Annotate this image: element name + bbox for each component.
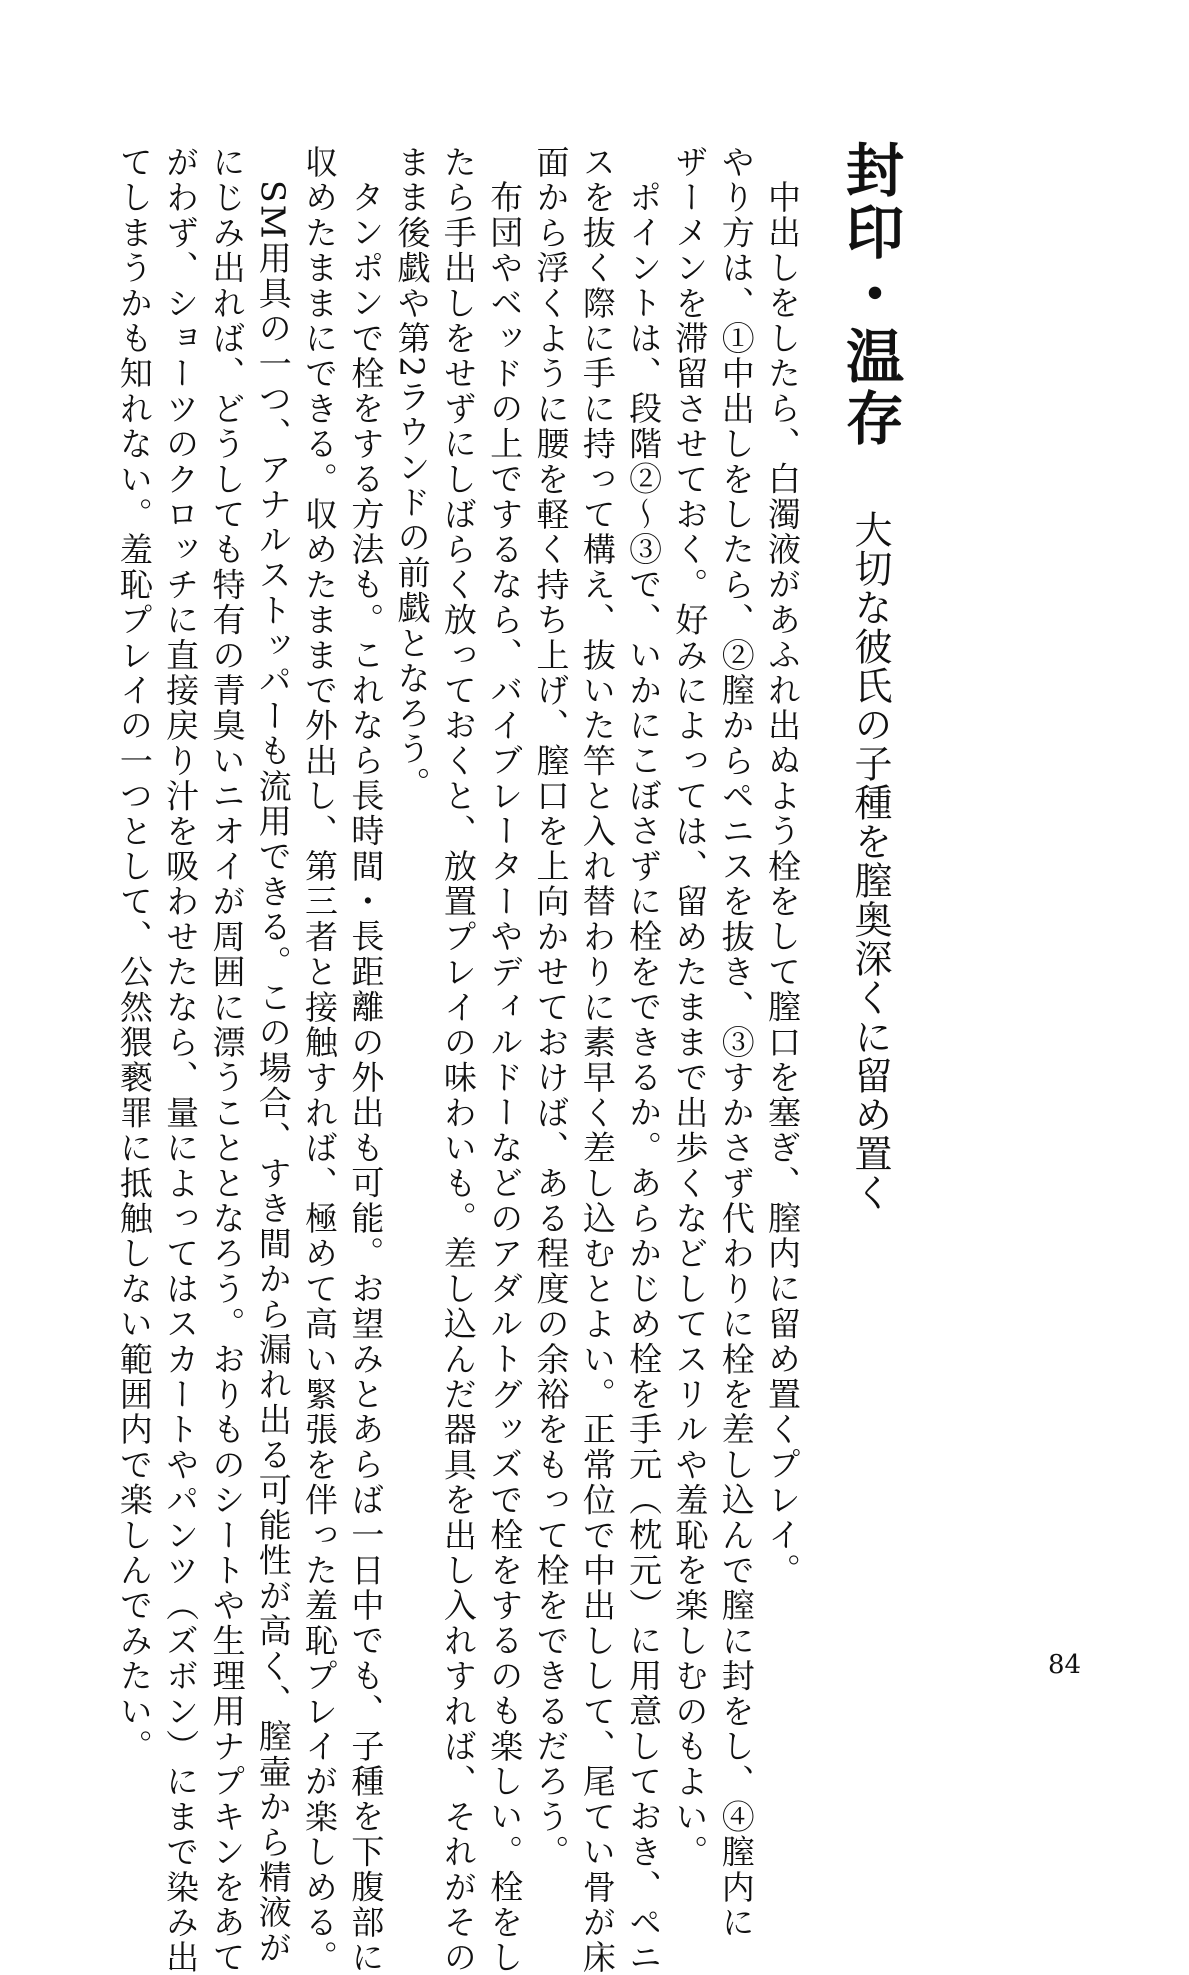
text-column: がわず、ショーツのクロッチに直接戻り汁を吸わせたなら、量によってはスカートやパンツ（ズボン）にまで染み出 xyxy=(161,145,201,1975)
text-column: タンポンで栓をする方法も。これなら長時間・長距離の外出も可能。お望みとあらば一日中でも、子種を下腹部に xyxy=(346,180,386,1975)
text-column: 中出しをしたら、白濁液があふれ出ぬよう栓をして膣口を塞ぎ、膣内に留め置くプレイ。 xyxy=(763,180,802,1588)
text-column: スを抜く際に手に持って構え、抜いた竿と入れ替わりに素早く差し込むとよい。正常位で中出しして、尾てい骨が床 xyxy=(577,145,617,1975)
text-column: ポイントは、段階②〜③で、いかにこぼさずに栓をできるか。あらかじめ栓を手元（枕元）に用意しておき、ペニ xyxy=(624,180,664,1975)
text-column: 布団やベッドの上でするなら、バイブレーターやディルドーなどのアダルトグッズで栓をするのも楽しい。栓をし xyxy=(485,180,525,1975)
text-column: ザーメンを滞留させておく。好みによっては、留めたままで出歩くなどしてスリルや羞恥を楽しむのもよい。 xyxy=(670,145,710,1870)
text-column: 面から浮くように腰を軽く持ち上げ、膣口を上向かせておけば、ある程度の余裕をもって栓をできるだろう。 xyxy=(531,145,571,1870)
text-column: たら手出しをせずにしばらく放っておくと、放置プレイの味わいも。差し込んだ器具を出し入れすれば、それがその xyxy=(438,145,478,1975)
text-column: やり方は、①中出しをしたら、②膣からペニスを抜き、③すかさず代わりに栓を差し込んで膣に封をし、④膣内に xyxy=(716,145,756,1941)
text-column: にじみ出れば、どうしても特有の青臭いニオイが周囲に漂うこととなろう。おりものシートや生理用ナプキンをあて xyxy=(207,145,247,1975)
section-subtitle: 大切な彼氏の子種を膣奥深くに留め置く xyxy=(848,510,892,1212)
text-column: 収めたままにできる。収めたままで外出し、第三者と接触すれば、極めて高い緊張を伴った羞恥プレイが楽しめる。 xyxy=(300,145,340,1975)
body-text xyxy=(110,145,805,1975)
page-number: 84 xyxy=(1048,1650,1082,1680)
text-column: SM用具の一つ、アナルストッパーも流用できる。この場合、すき間から漏れ出る可能性が高く、膣壷から精液が xyxy=(253,180,293,1966)
section-title: 封印・温存 xyxy=(836,140,904,450)
text-column: まま後戯や第2ラウンドの前戯となろう。 xyxy=(392,145,432,802)
text-column: てしまうかも知れない。羞恥プレイの一つとして、公然猥褻罪に抵触しない範囲内で楽しんでみたい。 xyxy=(114,145,154,1765)
